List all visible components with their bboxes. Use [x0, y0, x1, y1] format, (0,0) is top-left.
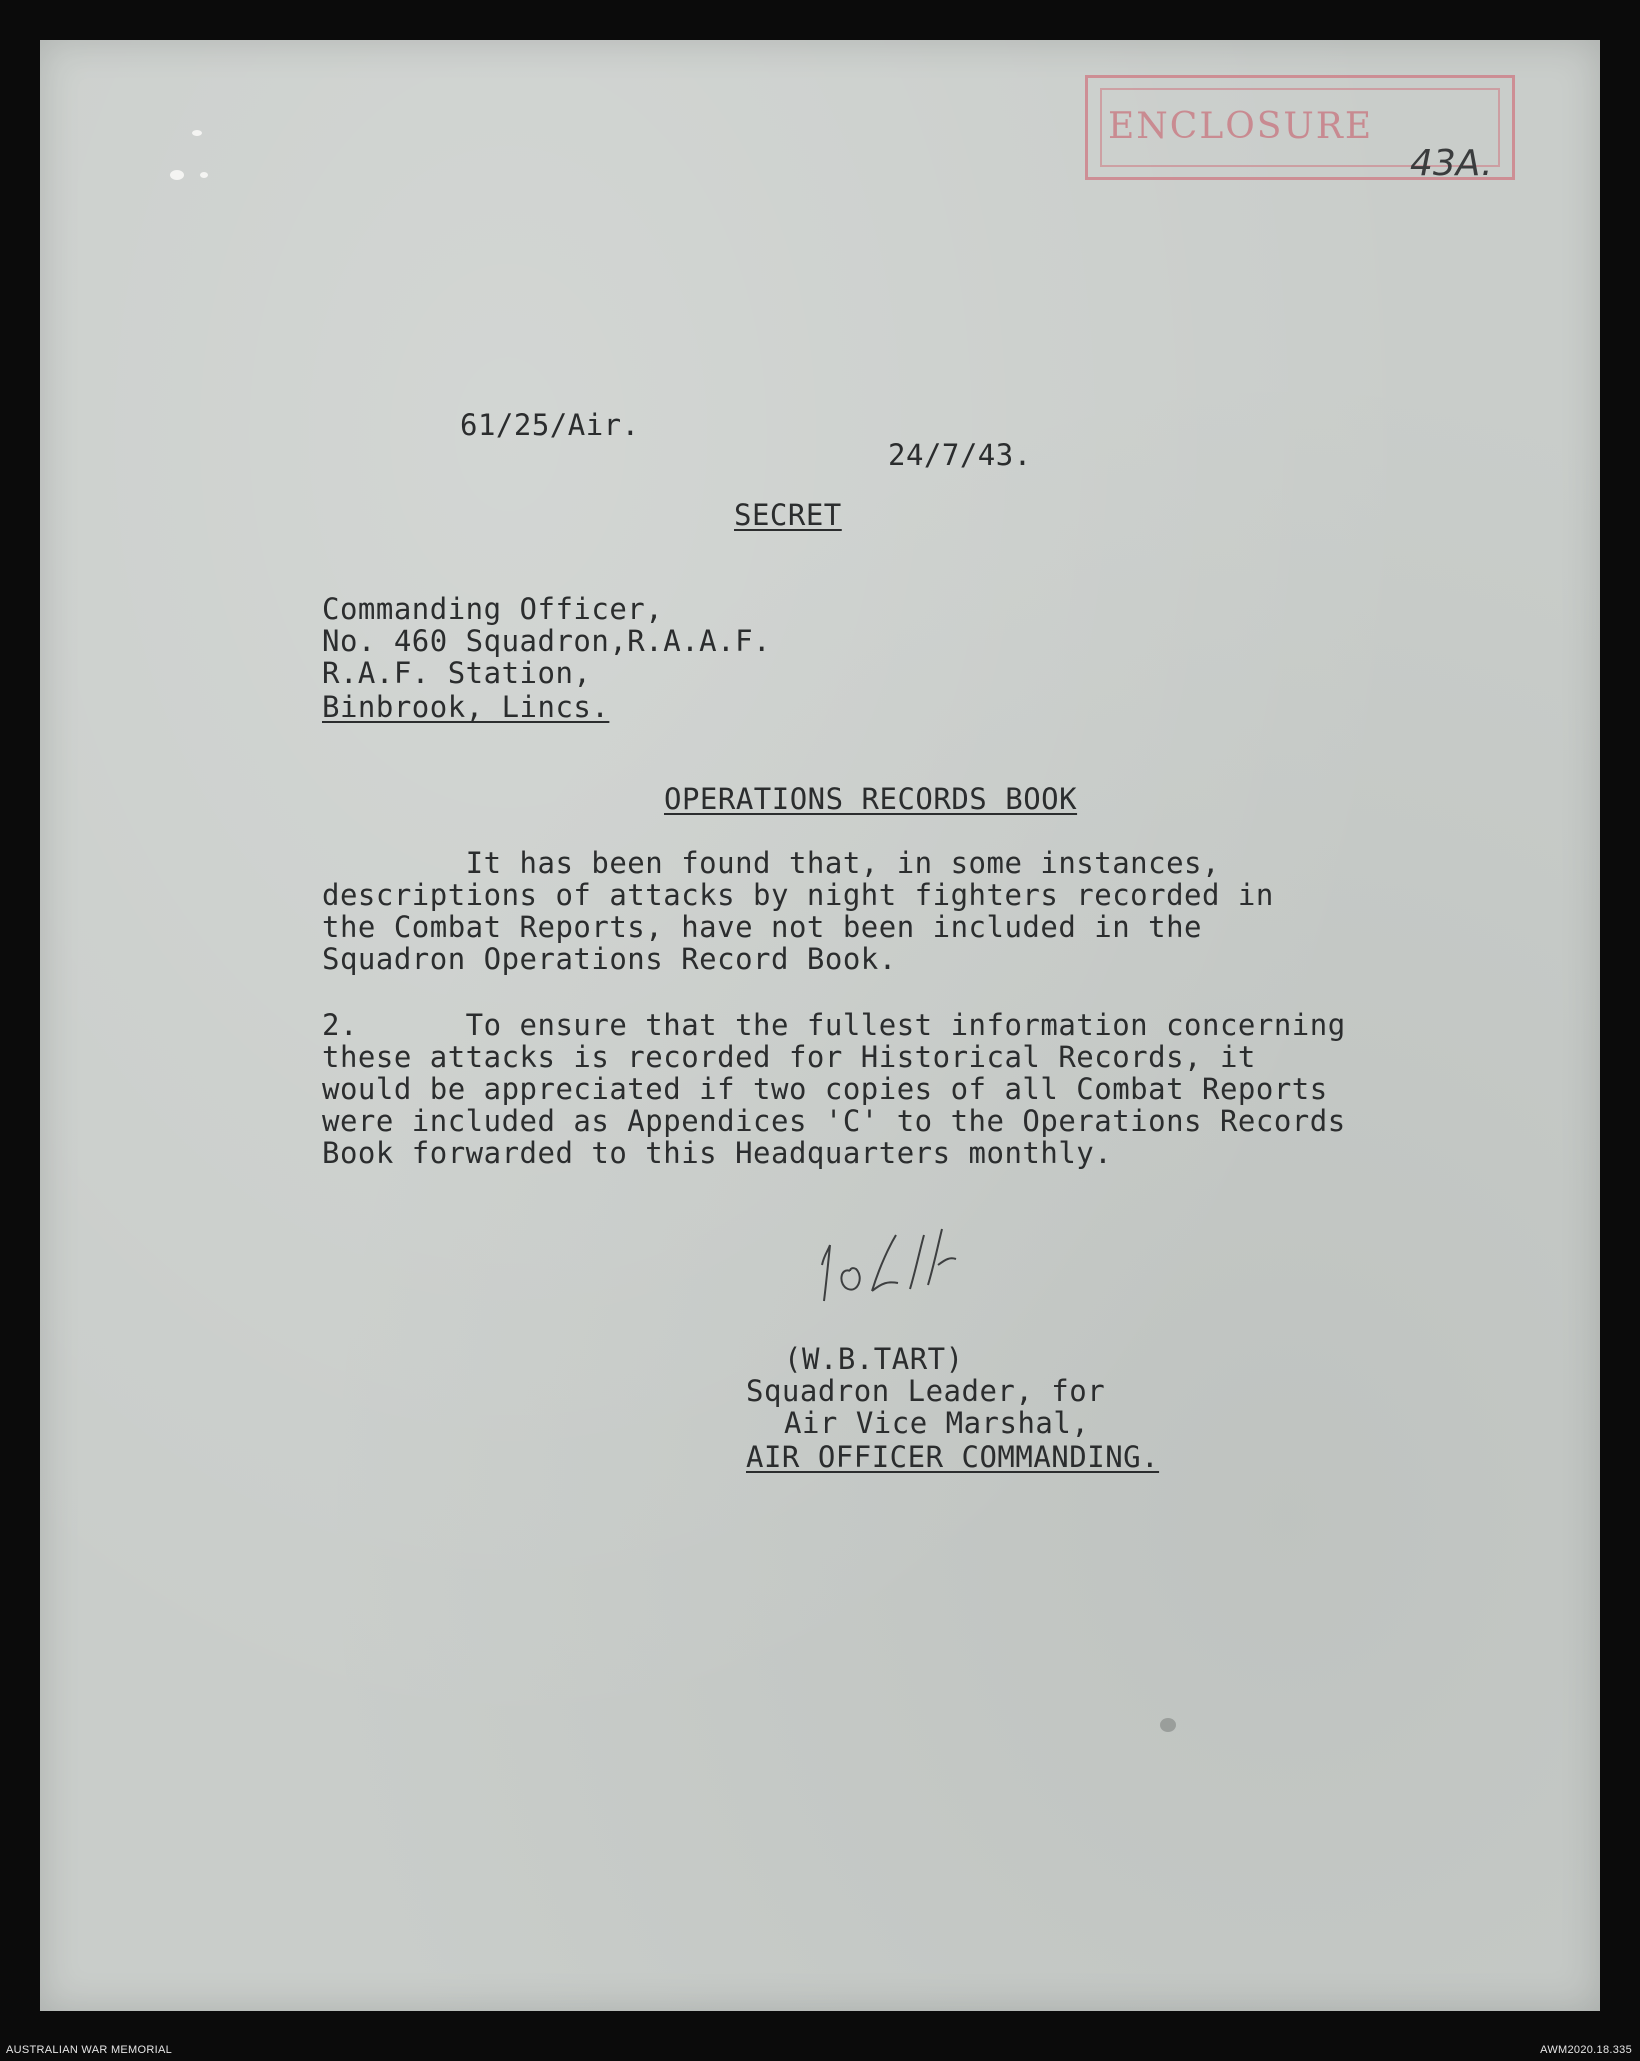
address-line: Binbrook, Lincs. — [322, 690, 610, 724]
archive-footer-left: AUSTRALIAN WAR MEMORIAL — [6, 2044, 173, 2056]
paragraph-line: 2. To ensure that the fullest information concerning — [322, 1008, 1346, 1042]
signatory-on-behalf: Air Vice Marshal, — [784, 1406, 1090, 1440]
paper-speck — [192, 130, 202, 136]
subject-heading: OPERATIONS RECORDS BOOK — [664, 782, 1078, 816]
paper-speck — [200, 172, 208, 178]
paragraph-line: were included as Appendices 'C' to the Operations Records — [322, 1104, 1346, 1138]
paragraph-line: descriptions of attacks by night fighters recorded in — [322, 878, 1274, 912]
handwritten-signature — [810, 1205, 1010, 1315]
signatory-rank: Squadron Leader, for — [746, 1374, 1106, 1408]
signatory-name: (W.B.TART) — [784, 1342, 964, 1376]
paragraph-line: It has been found that, in some instances, — [322, 846, 1220, 880]
enclosure-number: 43A. — [1410, 143, 1493, 184]
paper-speck — [170, 170, 184, 180]
stamp-label: ENCLOSURE — [1108, 106, 1374, 147]
classification-heading: SECRET — [734, 498, 842, 532]
paragraph-line: these attacks is recorded for Historical Records, it — [322, 1040, 1256, 1074]
archive-footer-right: AWM2020.18.335 — [1540, 2044, 1632, 2056]
address-line: Commanding Officer, — [322, 592, 664, 626]
paragraph-line: Squadron Operations Record Book. — [322, 942, 897, 976]
address-line: No. 460 Squadron,R.A.A.F. — [322, 624, 771, 658]
address-line: R.A.F. Station, — [322, 656, 592, 690]
paragraph-line: Book forwarded to this Headquarters monthly. — [322, 1136, 1113, 1170]
paragraph-line: would be appreciated if two copies of all Combat Reports — [322, 1072, 1328, 1106]
signatory-office: AIR OFFICER COMMANDING. — [746, 1440, 1160, 1474]
paragraph-line: the Combat Reports, have not been included in the — [322, 910, 1203, 944]
reference-number: 61/25/Air. — [460, 408, 640, 442]
document-page — [40, 40, 1600, 2011]
letter-date: 24/7/43. — [888, 438, 1032, 472]
staple-mark — [1160, 1718, 1176, 1732]
